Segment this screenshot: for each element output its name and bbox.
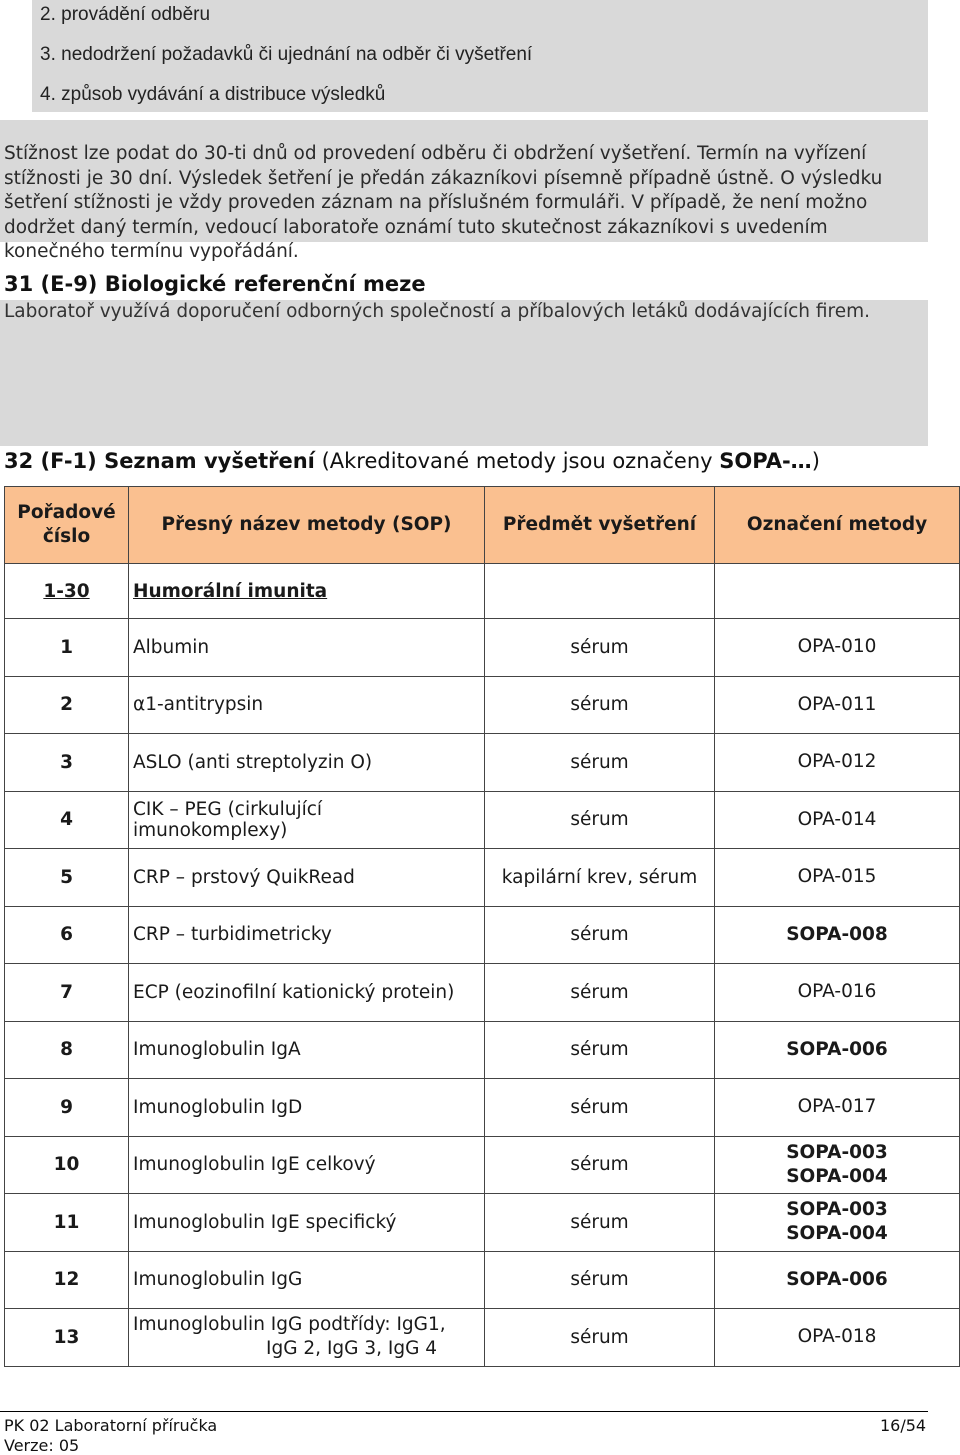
methods-table (4, 486, 960, 1367)
footer-page-number: 16/54 (880, 1416, 927, 1435)
footer-document-title: PK 02 Laboratorní příručka (4, 1416, 218, 1435)
reference-ranges-box (0, 300, 928, 446)
row-specimen: sérum (485, 1194, 715, 1252)
section-32-title: 32 (F-1) Seznam vyšetření (4, 449, 315, 473)
header-specimen: Předmět vyšetření (485, 487, 715, 564)
complaint-topics-box (32, 0, 928, 112)
row-specimen: sérum (485, 1251, 715, 1309)
method-code-line: OPA-011 (797, 693, 877, 715)
group-name: Humorální imunita (129, 564, 485, 619)
table-row (5, 906, 960, 964)
group-number: 1-30 (5, 564, 129, 619)
row-specimen: sérum (485, 734, 715, 792)
method-code-line: SOPA-003 (786, 1141, 888, 1163)
table-row (5, 1079, 960, 1137)
row-specimen: kapilární krev, sérum (485, 849, 715, 907)
row-specimen: sérum (485, 1079, 715, 1137)
group-empty-cell (485, 564, 715, 619)
list-item: 3. nedodržení požadavků či ujednání na odběr či vyšetření (40, 44, 533, 65)
method-code-line: OPA-014 (797, 808, 877, 830)
method-code-line: OPA-010 (797, 636, 877, 658)
method-code-line: SOPA-004 (786, 1165, 888, 1187)
row-specimen: sérum (485, 1136, 715, 1194)
row-method-code (715, 1136, 960, 1194)
row-method-code (715, 964, 960, 1022)
method-code-line: SOPA-006 (786, 1038, 888, 1060)
method-code-line: SOPA-008 (786, 923, 888, 945)
row-number: 7 (5, 964, 129, 1022)
method-name-line: IgG 2, IgG 3, IgG 4 (266, 1338, 438, 1360)
list-item: 4. způsob vydávání a distribuce výsledků (40, 84, 386, 105)
row-method-code (715, 906, 960, 964)
method-code-line: OPA-012 (797, 751, 877, 773)
row-method-code (715, 1194, 960, 1252)
row-specimen: sérum (485, 791, 715, 849)
row-method-name: ECP (eozinofilní kationický protein) (129, 964, 485, 1022)
row-number: 4 (5, 791, 129, 849)
method-code-line: OPA-016 (797, 981, 877, 1003)
row-specimen: sérum (485, 1021, 715, 1079)
row-method-name: CRP – prstový QuikRead (129, 849, 485, 907)
header-method-name: Přesný název metody (SOP) (129, 487, 485, 564)
row-number: 10 (5, 1136, 129, 1194)
row-method-code (715, 676, 960, 734)
table-row (5, 1251, 960, 1309)
complaint-paragraph-box (0, 120, 928, 262)
row-method-code (715, 1079, 960, 1137)
group-empty-cell (715, 564, 960, 619)
row-method-name: Imunoglobulin IgG (129, 1251, 485, 1309)
table-group-row (5, 564, 960, 619)
row-number: 13 (5, 1309, 129, 1367)
row-specimen: sérum (485, 619, 715, 677)
table-row (5, 1021, 960, 1079)
table-row (5, 1136, 960, 1194)
table-row (5, 849, 960, 907)
row-method-code (715, 1021, 960, 1079)
table-row (5, 619, 960, 677)
row-method-code (715, 849, 960, 907)
row-method-name: CIK – PEG (cirkulující imunokomplexy) (129, 791, 485, 849)
section-32-note: (Akreditované metody jsou označeny (314, 449, 720, 473)
row-number: 5 (5, 849, 129, 907)
footer-divider (0, 1411, 928, 1412)
row-number: 12 (5, 1251, 129, 1309)
row-number: 1 (5, 619, 129, 677)
row-number: 3 (5, 734, 129, 792)
method-code-line: OPA-015 (797, 866, 877, 888)
row-specimen: sérum (485, 964, 715, 1022)
row-method-name: Imunoglobulin IgE specifický (129, 1194, 485, 1252)
row-method-name: Albumin (129, 619, 485, 677)
row-method-name: α1-antitrypsin (129, 676, 485, 734)
row-method-code (715, 791, 960, 849)
row-method-code (715, 1251, 960, 1309)
method-code-line: OPA-017 (797, 1096, 877, 1118)
row-method-name: Imunoglobulin IgA (129, 1021, 485, 1079)
method-name-line: Imunoglobulin IgG podtřídy: IgG1, (133, 1314, 446, 1336)
section-31-heading: 31 (E-9) Biologické referenční meze (4, 272, 426, 296)
table-row (5, 1194, 960, 1252)
method-code-line: OPA-018 (797, 1326, 877, 1348)
row-method-name (129, 1309, 485, 1367)
table-header-row (5, 487, 960, 564)
table-row (5, 1309, 960, 1367)
row-method-name: Imunoglobulin IgE celkový (129, 1136, 485, 1194)
footer-version: Verze: 05 (4, 1436, 80, 1455)
row-method-name: CRP – turbidimetricky (129, 906, 485, 964)
row-number: 2 (5, 676, 129, 734)
row-number: 6 (5, 906, 129, 964)
table-row (5, 676, 960, 734)
row-number: 9 (5, 1079, 129, 1137)
row-method-code (715, 619, 960, 677)
row-number: 8 (5, 1021, 129, 1079)
section-32-heading (4, 449, 820, 473)
complaint-paragraph: Stížnost lze podat do 30-ti dnů od provedení odběru či obdržení vyšetření. Termín na vyřízení stížnosti je 30 dní. Výsledek šetření je předán zákazníkovi písemně případně ústně. O výsledku šetření stížnosti je vždy proveden záznam na příslušném formuláři. V případě, že není možno dodržet daný termín, vedoucí laboratoře oznámí tuto skutečnost zákazníkovi s uvedením konečného termínu vypořádání. (4, 143, 883, 262)
row-method-name: ASLO (anti streptolyzin O) (129, 734, 485, 792)
header-order-number: Pořadové číslo (5, 487, 129, 564)
section-32-close: ) (811, 449, 820, 473)
row-method-code (715, 734, 960, 792)
method-code-line: SOPA-004 (786, 1223, 888, 1245)
row-specimen: sérum (485, 676, 715, 734)
method-code-line: SOPA-003 (786, 1199, 888, 1221)
table-row (5, 734, 960, 792)
table-row (5, 791, 960, 849)
section-32-code-prefix: SOPA-… (719, 449, 812, 473)
row-specimen: sérum (485, 1309, 715, 1367)
row-method-name: Imunoglobulin IgD (129, 1079, 485, 1137)
method-code-line: SOPA-006 (786, 1268, 888, 1290)
reference-ranges-text: Laboratoř využívá doporučení odborných společností a příbalových letáků dodávajících firem. (4, 301, 871, 322)
list-item: 2. provádění odběru (40, 4, 211, 25)
row-number: 11 (5, 1194, 129, 1252)
row-method-code (715, 1309, 960, 1367)
header-method-code: Označení metody (715, 487, 960, 564)
table-row (5, 964, 960, 1022)
row-specimen: sérum (485, 906, 715, 964)
